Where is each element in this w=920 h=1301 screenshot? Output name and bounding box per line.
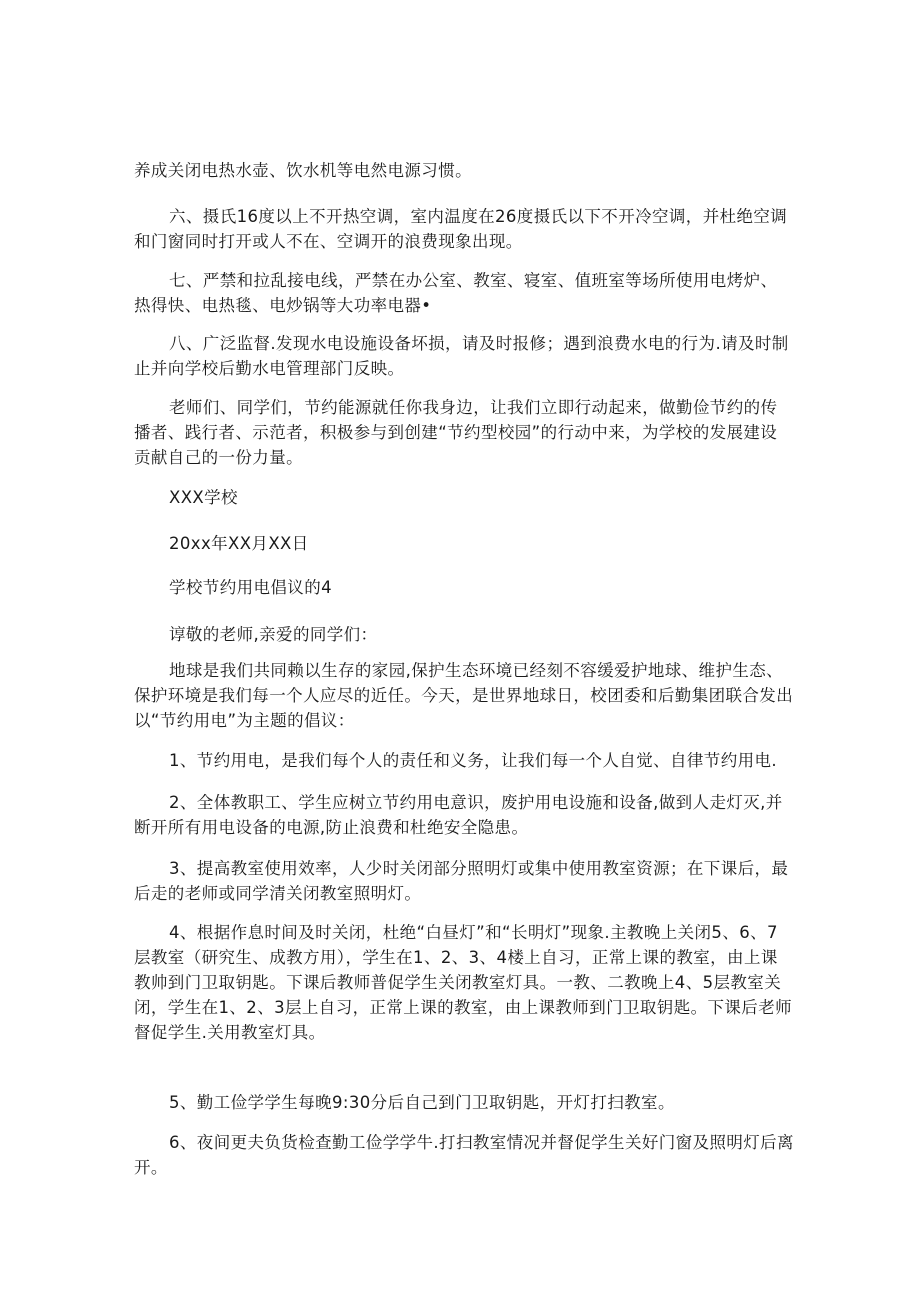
proposal-item-4: 4、根据作息时间及时关闭，杜绝“白昼灯”和“长明灯”现象.主教晚上关闭5、6、7层教室（研究生、成教方用），学生在1、2、3、4楼上自习，正常上课的教室，由上课教帅到门卫取钥匙。下课后教师普促学生关闭教室灯具。一教、二教晚上4、5层教室关闭，学生在1、2、3层上自习，正常上课的教室，由上课教师到门卫取钥匙。下课后老师督促学生.关用教室灯具。 (134, 923, 792, 1042)
paragraph-item-7: 七、严禁和拉乱接电线，严禁在办公室、教室、寝室、值班室等场所使用电烤炉、热得快、电热毯、电炒锅等大功率电器• (134, 271, 778, 315)
proposal-item-2: 2、全体教职工、学生应树立节约用电意识，废护用电设施和设备,做到人走灯灭,并断开所有用电设备的电源,防止浪费和杜绝安全隐患。 (134, 793, 783, 837)
paragraph-closing: 老师们、同学们，节约能源就任你我身边，让我们立即行动起来，做勤俭节约的传播者、践行者、示范者，积极参与到创建“节约型校园”的行动中来，为学校的发展建设贡献自己的一份力量。 (134, 398, 778, 467)
signature-date: 20xx年XX月XX日 (169, 534, 309, 553)
intro-paragraph: 地球是我们共同赖以生存的家园,保护生态环境已经刻不容缓爱护地球、维护生态、保护环境是我们每一个人应尽的近任。今天，是世界地球日，校团委和后勤集团联合发出以“节约用电”为主题的倡议： (134, 661, 794, 730)
signature-school: XXX学校 (169, 488, 238, 507)
paragraph-item-6: 六、摄氏16度以上不开热空调，室内温度在26度摄氏以下不开冷空调，并杜绝空调和门窗同时打开或人不在、空调开的浪费现象出现。 (134, 207, 788, 251)
section-title: 学校节约用电倡议的4 (169, 578, 332, 597)
proposal-item-1: 1、节约用电，是我们每个人的责任和义务，让我们每一个人自觉、自律节约用电. (169, 751, 778, 770)
proposal-item-6: 6、夜间更夫负货检查勤工俭学学牛.打扫教室情况并督促学生关好门窗及照明灯后离开。 (134, 1133, 794, 1177)
proposal-item-5: 5、勤工俭学学生每晚9:30分后自己到门卫取钥匙，开灯打扫教室。 (169, 1093, 675, 1112)
salutation: 谆敬的老师,亲爱的同学们： (169, 625, 378, 644)
paragraph-item-8: 八、广泛监督.发现水电设施设备坏损，请及时报修；遇到浪费水电的行为.请及时制止并向学校后勤水电管理部门反映。 (134, 334, 789, 378)
proposal-item-3: 3、提高教室使用效率，人少时关闭部分照明灯或集中使用教室资源；在下课后，最后走的老师或同学清关闭教室照明灯。 (134, 859, 789, 903)
paragraph-continuation: 养成关闭电热水壶、饮水机等电然电源习惯。 (134, 161, 472, 180)
